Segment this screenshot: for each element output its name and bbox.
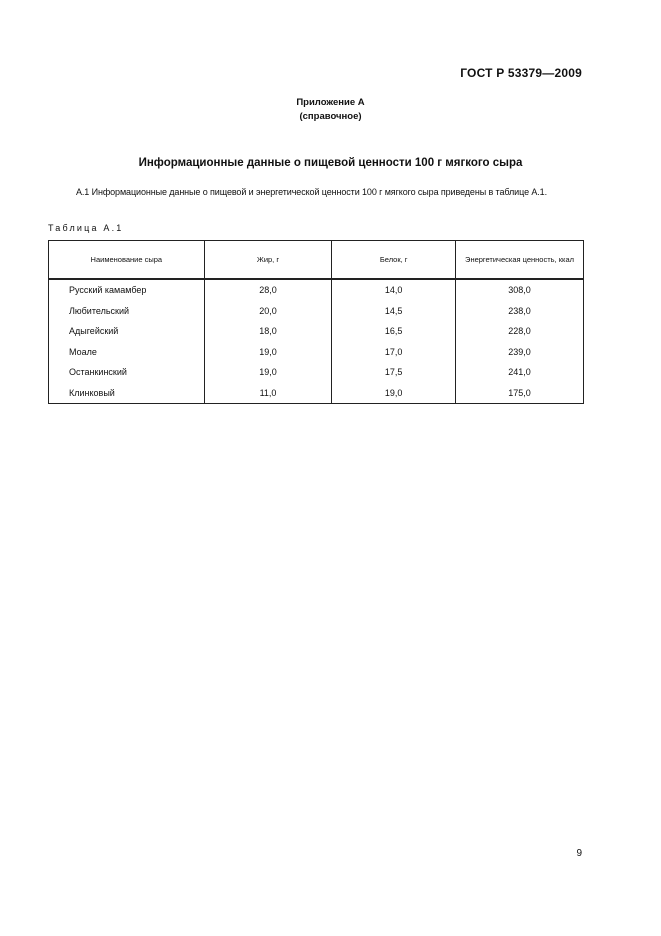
appendix-heading (0, 96, 661, 124)
cell-cheese-name: Любительский (49, 301, 205, 322)
cell-protein: 19,0 (332, 383, 456, 404)
cell-protein: 14,5 (332, 301, 456, 322)
cell-cheese-name: Останкинский (49, 362, 205, 383)
table-header-row (49, 241, 584, 280)
cell-protein: 16,5 (332, 321, 456, 342)
document-code: ГОСТ Р 53379—2009 (460, 66, 582, 80)
cell-fat: 19,0 (204, 362, 332, 383)
header-protein: Белок, г (332, 241, 456, 280)
cell-energy: 238,0 (456, 301, 584, 322)
header-cheese-name: Наименование сыра (49, 241, 205, 280)
table-row (49, 279, 584, 301)
cell-protein: 17,5 (332, 362, 456, 383)
appendix-title: Приложение А (296, 97, 365, 108)
table-row (49, 342, 584, 363)
cell-cheese-name: Адыгейский (49, 321, 205, 342)
cell-fat: 28,0 (204, 279, 332, 301)
cell-energy: 175,0 (456, 383, 584, 404)
cell-energy: 239,0 (456, 342, 584, 363)
table-row (49, 362, 584, 383)
cell-cheese-name: Моале (49, 342, 205, 363)
cell-protein: 14,0 (332, 279, 456, 301)
page-number: 9 (576, 848, 582, 859)
paragraph-a1: А.1 Информационные данные о пищевой и энергетической ценности 100 г мягкого сыра приведены в таблице А.1. (76, 187, 547, 197)
cell-fat: 20,0 (204, 301, 332, 322)
header-energy: Энергетическая ценность, ккал (456, 241, 584, 280)
table-caption: Таблица А.1 (48, 223, 124, 233)
nutrition-table (48, 240, 584, 404)
cell-energy: 308,0 (456, 279, 584, 301)
table-row (49, 301, 584, 322)
cell-cheese-name: Клинковый (49, 383, 205, 404)
cell-fat: 19,0 (204, 342, 332, 363)
header-fat: Жир, г (204, 241, 332, 280)
table-row (49, 383, 584, 404)
cell-protein: 17,0 (332, 342, 456, 363)
cell-cheese-name: Русский камамбер (49, 279, 205, 301)
appendix-subtitle: (справочное) (299, 111, 362, 122)
cell-fat: 18,0 (204, 321, 332, 342)
cell-energy: 228,0 (456, 321, 584, 342)
cell-energy: 241,0 (456, 362, 584, 383)
cell-fat: 11,0 (204, 383, 332, 404)
table-row (49, 321, 584, 342)
section-title: Информационные данные о пищевой ценности 100 г мягкого сыра (138, 157, 523, 169)
